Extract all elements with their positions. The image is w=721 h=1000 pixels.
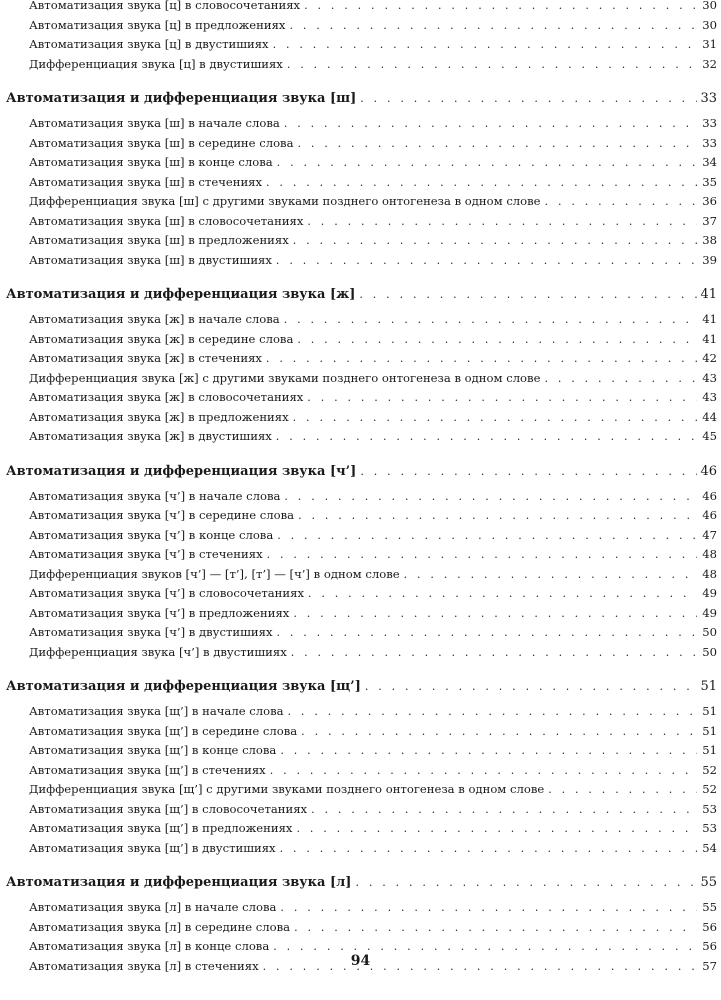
toc-entry-page-number: 38 (702, 233, 717, 247)
toc-entry-page-number: 51 (702, 723, 717, 738)
toc-entry-page-number: 55 (700, 875, 717, 890)
toc-section-heading[interactable] (0, 676, 721, 698)
toc-entry[interactable] (0, 192, 721, 212)
toc-entry-page-number: 46 (700, 463, 717, 479)
dot-leader (311, 800, 697, 820)
dot-leader (360, 461, 697, 483)
toc-entry[interactable] (0, 918, 721, 938)
toc-entry-title: Автоматизация звука [ш] в словосочетаниях (29, 213, 304, 228)
toc-entry[interactable] (0, 800, 721, 820)
dot-leader (266, 173, 697, 193)
toc-entry[interactable] (0, 839, 721, 859)
toc-entry-page-number: 41 (700, 287, 717, 302)
dot-leader (294, 918, 697, 938)
toc-entry-page-number: 47 (702, 527, 717, 542)
toc-entry[interactable] (0, 251, 721, 271)
dot-leader (273, 35, 697, 55)
toc-entry-page-number: 43 (702, 390, 717, 404)
toc-entry[interactable] (0, 388, 721, 408)
toc-entry-page-number: 48 (702, 547, 717, 561)
toc-entry-title: Автоматизация и дифференциация звука [ж] (6, 287, 356, 302)
toc-entry-title: Автоматизация звука [ч’] в словосочетаниях (29, 586, 304, 600)
toc-entry-page-number: 30 (702, 17, 717, 32)
dot-leader (296, 819, 697, 839)
toc-entry-title: Автоматизация звука [ж] в стечениях (29, 351, 262, 365)
toc-entry-page-number: 33 (702, 116, 717, 130)
toc-entry-title: Автоматизация и дифференциация звука [щ’] (6, 679, 361, 694)
toc-entry[interactable] (0, 114, 721, 134)
dot-leader (288, 702, 697, 722)
toc-entry[interactable] (0, 761, 721, 781)
toc-entry[interactable] (0, 35, 721, 55)
toc-section-zh (0, 284, 721, 447)
toc-entry[interactable] (0, 134, 721, 154)
toc-entry[interactable] (0, 780, 721, 800)
dot-leader (304, 0, 697, 16)
toc-entry-title: Автоматизация звука [щ’] в середине слова (29, 723, 298, 738)
toc-entry-title: Автоматизация звука [щ’] в двустишиях (29, 840, 276, 855)
toc-entry-title: Автоматизация и дифференциация звука [л] (6, 875, 352, 890)
toc-entry-title: Автоматизация звука [ц] в словосочетаниях (29, 0, 301, 12)
toc-entry-page-number: 52 (702, 762, 717, 777)
toc-entry-title: Дифференциация звука [щ’] с другими звуками позднего онтогенеза в одном слове (29, 782, 545, 796)
dot-leader (359, 284, 697, 306)
toc-section-heading[interactable] (0, 88, 721, 110)
toc-entry-page-number: 55 (702, 900, 717, 914)
toc-entry-title: Автоматизация звука [ж] в начале слова (29, 312, 280, 326)
toc-entry[interactable] (0, 0, 721, 16)
toc-entry-page-number: 45 (702, 429, 717, 443)
toc-entry-title: Автоматизация звука [ч’] в двустишиях (29, 625, 273, 639)
dot-leader (360, 88, 697, 110)
toc-entry[interactable] (0, 427, 721, 447)
toc-entry-title: Автоматизация звука [щ’] в стечениях (29, 762, 266, 777)
dot-leader (404, 565, 697, 585)
dot-leader (280, 839, 697, 859)
toc-entry-page-number: 41 (702, 331, 717, 346)
toc-entry-title: Автоматизация звука [л] в начале слова (29, 900, 277, 914)
page-number: 94 (350, 953, 371, 969)
toc-entry-page-number: 44 (702, 409, 717, 424)
dot-leader (291, 643, 697, 663)
toc-entry-title: Автоматизация звука [ш] в конце слова (29, 155, 273, 169)
toc-entry-title: Автоматизация звука [л] в конце слова (29, 939, 270, 953)
dot-leader (267, 545, 697, 565)
toc-entry-page-number: 41 (702, 312, 717, 326)
dot-leader (365, 676, 697, 698)
toc-entry-page-number: 51 (702, 704, 717, 718)
toc-entry-page-number: 50 (702, 644, 717, 659)
dot-leader (298, 506, 697, 526)
toc-entry-title: Автоматизация звука [ш] в начале слова (29, 116, 280, 130)
dot-leader (277, 153, 697, 173)
toc-entry[interactable] (0, 369, 721, 389)
toc-entry-title: Автоматизация звука [ш] в стечениях (29, 174, 263, 189)
toc-entry[interactable] (0, 506, 721, 526)
toc-entry[interactable] (0, 16, 721, 36)
toc-entry[interactable] (0, 584, 721, 604)
toc-entry-title: Автоматизация звука [щ’] в начале слова (29, 704, 284, 718)
dot-leader (280, 741, 697, 761)
toc-entry-page-number: 32 (702, 56, 717, 71)
dot-leader (270, 761, 697, 781)
toc-entry[interactable] (0, 702, 721, 722)
toc-entry-title: Автоматизация звука [щ’] в предложениях (29, 821, 293, 835)
toc-entry[interactable] (0, 330, 721, 350)
toc-entry-title: Автоматизация звука [щ’] в словосочетаниях (29, 801, 308, 816)
toc-entry-title: Дифференциация звука [ц] в двустишиях (29, 56, 283, 71)
toc-entry[interactable] (0, 408, 721, 428)
toc-entry-page-number: 53 (702, 801, 717, 816)
toc-entry-page-number: 50 (702, 625, 717, 639)
toc-entry[interactable] (0, 722, 721, 742)
toc-entry-title: Автоматизация звука [ш] в двустишиях (29, 252, 272, 267)
toc-entry-page-number: 56 (702, 939, 717, 953)
dot-leader (545, 192, 697, 212)
toc-entry-page-number: 57 (702, 958, 717, 973)
toc-entry[interactable] (0, 741, 721, 761)
toc-entry-page-number: 54 (702, 840, 717, 855)
dot-leader (293, 231, 697, 251)
dot-leader (287, 55, 697, 75)
toc-entry-title: Дифференциация звука [ж] с другими звуками позднего онтогенеза в одном слове (29, 370, 541, 385)
toc-entry-page-number: 51 (702, 743, 717, 757)
dot-leader (266, 349, 697, 369)
toc-entry-title: Автоматизация звука [ч’] в начале слова (29, 488, 281, 503)
toc-entry[interactable] (0, 487, 721, 507)
toc-entry[interactable] (0, 898, 721, 918)
toc-entry[interactable] (0, 173, 721, 193)
toc-entry-page-number: 42 (702, 351, 717, 365)
toc-entry-page-number: 52 (702, 782, 717, 796)
toc-entry[interactable] (0, 310, 721, 330)
toc-section-ch (0, 461, 721, 663)
dot-leader (276, 623, 697, 643)
dot-leader (297, 330, 697, 350)
toc-entry-page-number: 31 (702, 37, 717, 51)
toc-entry-title: Автоматизация звука [ц] в предложениях (29, 17, 286, 32)
toc-entry-title: Дифференциация звука [ш] с другими звуками позднего онтогенеза в одном слове (29, 194, 541, 208)
toc-entry-title: Автоматизация звука [л] в середине слова (29, 919, 291, 934)
toc-entry[interactable] (0, 819, 721, 839)
toc-entry-page-number: 43 (702, 370, 717, 385)
dot-leader (284, 114, 697, 134)
dot-leader (293, 408, 697, 428)
toc-entry-title: Автоматизация и дифференциация звука [ш] (6, 91, 357, 106)
toc-section-heading[interactable] (0, 461, 721, 483)
dot-leader (307, 388, 697, 408)
toc-entry[interactable] (0, 55, 721, 75)
toc-entry[interactable] (0, 545, 721, 565)
toc-entry-title: Автоматизация звука [ч’] в предложениях (29, 605, 290, 620)
toc-entry-title: Автоматизация звука [ж] в двустишиях (29, 429, 272, 443)
toc-entry[interactable] (0, 212, 721, 232)
toc-entry-title: Автоматизация звука [ч’] в середине слова (29, 508, 295, 522)
toc-entry-title: Дифференциация звуков [ч’] — [т’], [т’] — [ч’] в одном слове (29, 566, 400, 581)
toc-entry-title: Автоматизация звука [щ’] в конце слова (29, 743, 277, 757)
toc-entry-page-number: 46 (702, 508, 717, 522)
toc-entry-page-number: 39 (702, 252, 717, 267)
toc-entry-page-number: 33 (700, 91, 717, 106)
dot-leader (277, 526, 697, 546)
toc-entry[interactable] (0, 643, 721, 663)
toc-entry-page-number: 30 (702, 0, 717, 12)
toc-entry-page-number: 33 (702, 135, 717, 150)
dot-leader (308, 584, 697, 604)
toc-entry-title: Автоматизация звука [ш] в предложениях (29, 233, 289, 247)
toc-section-ts-tail (0, 0, 721, 74)
toc-entry-title: Автоматизация звука [ш] в середине слова (29, 135, 294, 150)
toc-entry-title: Автоматизация звука [ч’] в стечениях (29, 547, 263, 561)
toc-entry-title: Автоматизация звука [ц] в двустишиях (29, 37, 269, 51)
toc-entry[interactable] (0, 526, 721, 546)
toc-entry-title: Автоматизация звука [ж] в словосочетаниях (29, 390, 304, 404)
toc-section-heading[interactable] (0, 872, 721, 894)
dot-leader (284, 310, 697, 330)
toc-entry-title: Автоматизация звука [ж] в середине слова (29, 331, 294, 346)
toc-entry[interactable] (0, 231, 721, 251)
toc-entry-page-number: 46 (702, 488, 717, 503)
toc-entry-page-number: 53 (702, 821, 717, 835)
toc-entry-title: Автоматизация звука [ж] в предложениях (29, 409, 289, 424)
toc-entry-title: Автоматизация и дифференциация звука [ч’] (6, 463, 357, 479)
toc-entry-page-number: 35 (702, 174, 717, 189)
dot-leader (284, 487, 697, 507)
toc-entry[interactable] (0, 604, 721, 624)
toc-entry-page-number: 49 (702, 586, 717, 600)
dot-leader (307, 212, 697, 232)
dot-leader (301, 722, 697, 742)
toc-entry[interactable] (0, 349, 721, 369)
toc-entry-page-number: 34 (702, 155, 717, 169)
dot-leader (355, 872, 697, 894)
toc-entry[interactable] (0, 565, 721, 585)
toc-entry-page-number: 56 (702, 919, 717, 934)
toc-entry[interactable] (0, 153, 721, 173)
toc-entry-title: Автоматизация звука [ч’] в конце слова (29, 527, 274, 542)
toc-section-heading[interactable] (0, 284, 721, 306)
dot-leader (297, 134, 697, 154)
dot-leader (544, 369, 697, 389)
dot-leader (289, 16, 697, 36)
toc-entry-page-number: 37 (702, 213, 717, 228)
dot-leader (548, 780, 697, 800)
dot-leader (280, 898, 697, 918)
toc-section-sh (0, 88, 721, 270)
dot-leader (293, 604, 697, 624)
dot-leader (276, 251, 697, 271)
toc-entry[interactable] (0, 623, 721, 643)
toc-entry-title: Дифференциация звука [ч’] в двустишиях (29, 644, 287, 659)
toc-entry-page-number: 48 (702, 566, 717, 581)
toc-section-shch (0, 676, 721, 858)
toc-entry-page-number: 49 (702, 605, 717, 620)
toc-entry-title: Автоматизация звука [л] в стечениях (29, 958, 259, 973)
dot-leader (276, 427, 697, 447)
toc-entry-page-number: 36 (702, 194, 717, 208)
toc-entry-page-number: 51 (700, 679, 717, 694)
